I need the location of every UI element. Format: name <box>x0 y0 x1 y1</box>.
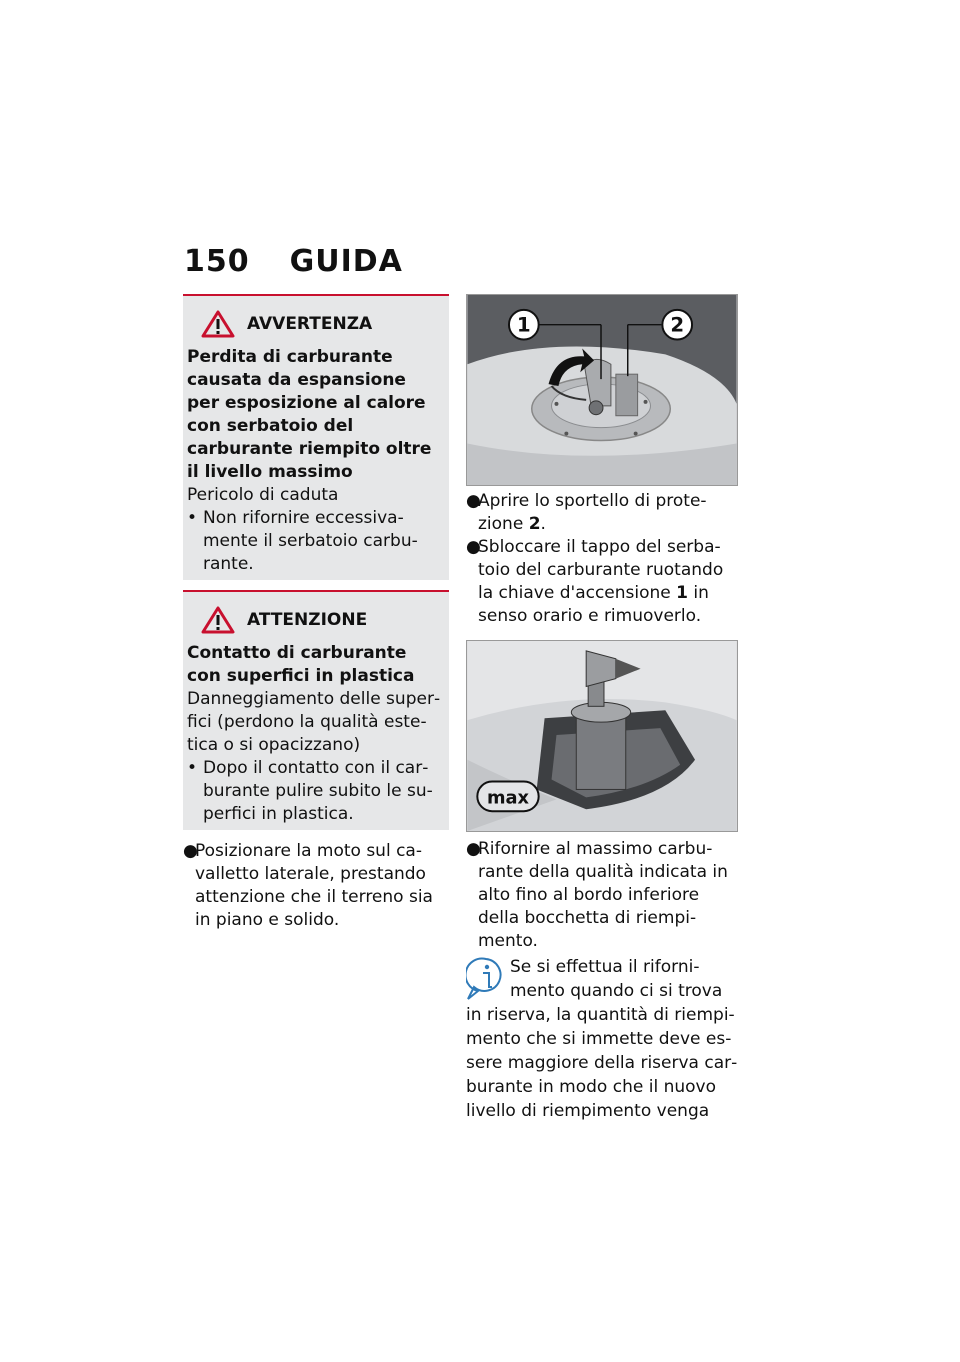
caution-label: ATTENZIONE <box>247 610 368 630</box>
step2-text: Sbloccare il tappo del serbatoio del carburante ruotando la chiave d'accensione <box>478 537 724 603</box>
bullet-dot-icon: ● <box>183 841 198 861</box>
info-note <box>466 955 738 1123</box>
step1-ref: 2 <box>528 514 541 534</box>
step1-end: . <box>540 514 546 534</box>
caution-consequence: Danneggiamento delle superfici (perdono la qualità estetica o si opacizzano) <box>187 689 441 755</box>
caution-heading <box>201 606 443 634</box>
warning-consequence: Pericolo di caduta <box>187 485 339 505</box>
list-item <box>183 840 445 932</box>
info-icon <box>466 955 506 1003</box>
bullet-dot-icon: • <box>187 758 198 778</box>
step2-end: in senso orario e rimuoverlo. <box>478 583 709 626</box>
steps-list <box>466 490 738 628</box>
fuel-cap-image <box>466 294 738 486</box>
caution-action <box>187 757 443 826</box>
list-item <box>466 536 738 628</box>
bullet-dot-icon: ● <box>466 491 481 511</box>
warning-triangle-icon <box>201 310 235 338</box>
filler-neck-image <box>466 640 738 832</box>
stand-instruction: Posizionare la moto sul cavalletto laterale, prestando attenzione che il terreno sia in piano e solido. <box>195 841 433 930</box>
caution-triangle-icon <box>201 606 235 634</box>
bullet-dot-icon: ● <box>466 839 481 859</box>
caution-title: Contatto di carburante con superfici in plastica <box>187 643 415 686</box>
callout-2: 2 <box>670 313 685 337</box>
caution-action-text: Dopo il contatto con il carburante pulire subito le superfici in plastica. <box>203 758 433 824</box>
max-label: max <box>486 787 530 809</box>
warning-heading <box>201 310 443 338</box>
warning-title: Perdita di carburante causata da espansione per esposizione al calore con serbatoio del carburante riempito oltre il livello massimo <box>187 347 432 482</box>
bullet-dot-icon: • <box>187 508 198 528</box>
list-item <box>466 490 738 536</box>
page-header <box>184 244 403 279</box>
page-number: 150 <box>184 244 250 279</box>
warning-action-text: Non rifornire eccessivamente il serbatoio carburante. <box>203 508 418 574</box>
caution-box <box>183 590 449 830</box>
section-title: GUIDA <box>289 244 403 279</box>
warning-action <box>187 507 443 576</box>
step3-text: Rifornire al massimo carburante della qualità indicata in alto fino al bordo inferiore della bocchetta di riempimento. <box>478 839 728 951</box>
fill-step <box>466 838 738 953</box>
fuel-cap-illustration <box>467 295 737 485</box>
callout-1: 1 <box>516 313 531 337</box>
step1-text: Aprire lo sportello di protezione <box>478 491 707 534</box>
warning-label: AVVERTENZA <box>247 314 373 334</box>
filler-neck-illustration <box>467 641 737 831</box>
info-text: Se si effettua il rifornimento quando ci si trova in riserva, la quantità di riempimento che si immette deve essere maggiore della riserva carburante in modo che il nuovo livello di riempimento venga <box>466 957 738 1121</box>
bullet-dot-icon: ● <box>466 537 481 557</box>
list-item <box>466 838 738 953</box>
step2-ref: 1 <box>676 583 688 603</box>
warning-box <box>183 294 449 580</box>
